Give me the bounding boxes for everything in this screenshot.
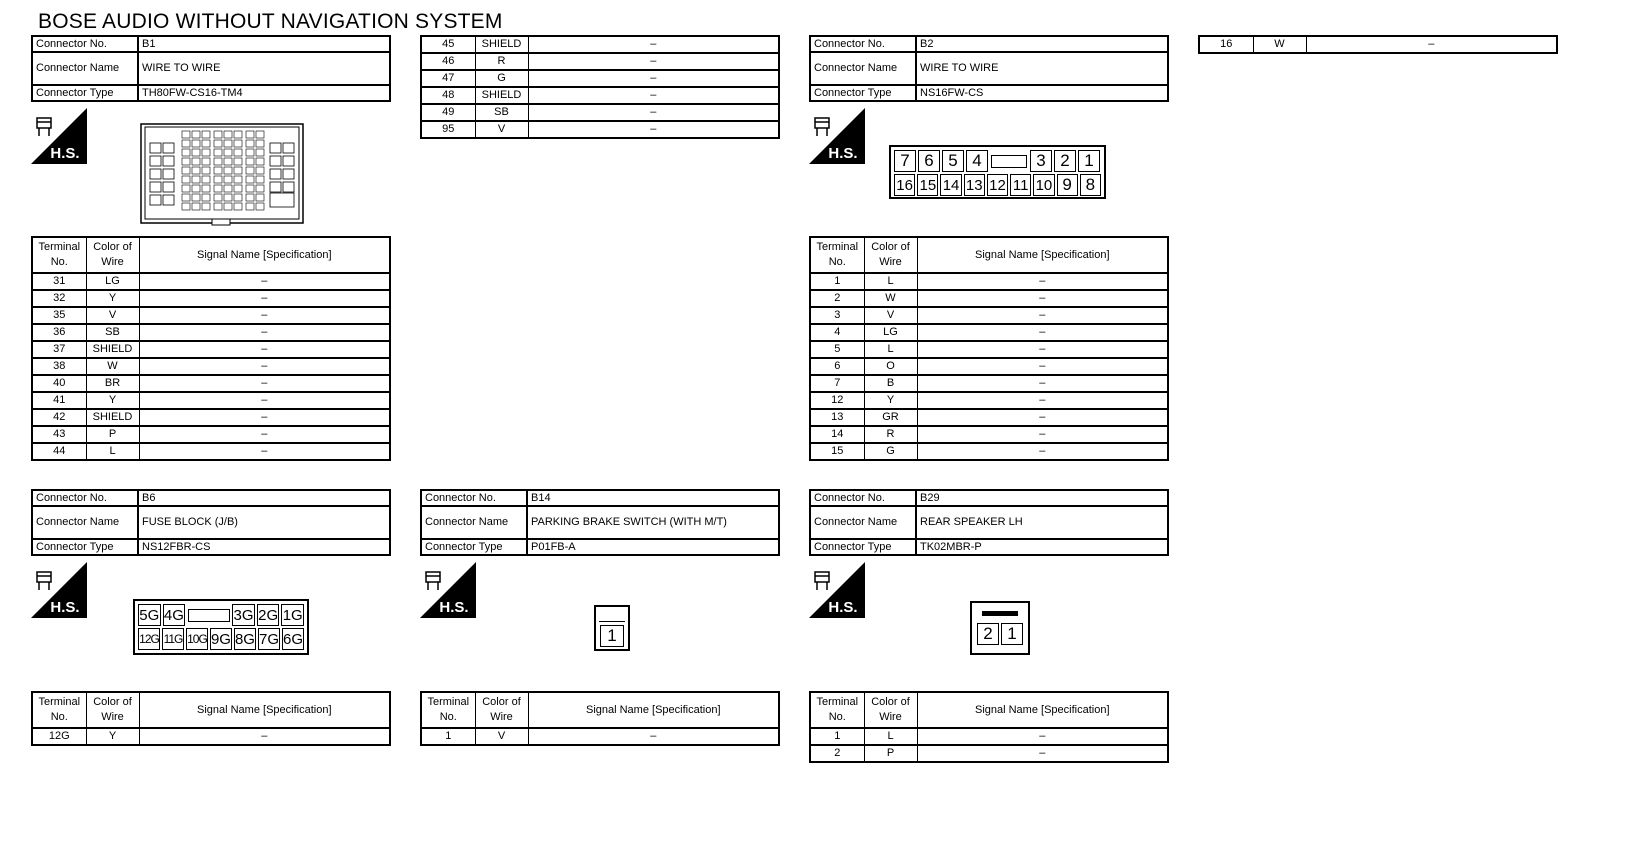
hs-icon — [31, 562, 87, 618]
connector-b2-face — [889, 145, 1106, 199]
connector-name-label: Connector Name — [810, 506, 916, 539]
pin: 10G — [186, 628, 208, 650]
pin: 10 — [1033, 174, 1054, 196]
signal-name-header: Signal Name [Specification] — [917, 237, 1168, 273]
table-row: 37 SHIELD – — [32, 341, 390, 358]
pin: 11G — [162, 628, 184, 650]
connector-type-value: TK02MBR-P — [916, 539, 1168, 555]
connector-b1-header — [31, 35, 391, 102]
connector-no-label: Connector No. — [810, 490, 916, 506]
hs-label: H.S. — [828, 145, 858, 162]
pin: 2 — [977, 623, 999, 645]
hs-label: H.S. — [50, 599, 80, 616]
connector-b1-terminal-table — [31, 236, 391, 461]
connector-type-value: NS12FBR-CS — [138, 539, 390, 555]
connector-type-value: TH80FW-CS16-TM4 — [138, 85, 390, 101]
table-row: 4 LG – — [810, 324, 1168, 341]
color-of-wire-header: Color of Wire — [864, 692, 917, 728]
terminal-no-header: Terminal No. — [32, 692, 86, 728]
connector-b2-terminal-table — [809, 236, 1169, 461]
table-row: 3 V – — [810, 307, 1168, 324]
pin: 13 — [964, 174, 985, 196]
pin: 12 — [987, 174, 1008, 196]
connector-name-label: Connector Name — [32, 506, 138, 539]
connector-b29-header — [809, 489, 1169, 556]
terminal-no-header: Terminal No. — [32, 237, 86, 273]
table-row: 5 L – — [810, 341, 1168, 358]
connector-b1-continued-table — [420, 35, 780, 139]
table-row: 6 O – — [810, 358, 1168, 375]
table-row: 13 GR – — [810, 409, 1168, 426]
connector-name-label: Connector Name — [32, 52, 138, 85]
pin: 3 — [1030, 150, 1052, 172]
signal-name-header: Signal Name [Specification] — [528, 692, 779, 728]
pin: 6G — [282, 628, 304, 650]
pin: 6 — [918, 150, 940, 172]
table-row: 43 P – — [32, 426, 390, 443]
connector-no-value: B2 — [916, 36, 1168, 52]
latch — [599, 610, 625, 622]
table-row: 1 L – — [810, 728, 1168, 745]
table-row: 31 LG – — [32, 273, 390, 290]
pin: 7 — [894, 150, 916, 172]
connector-no-value: B6 — [138, 490, 390, 506]
pin: 9G — [210, 628, 232, 650]
table-row: 41 Y – — [32, 392, 390, 409]
connector-b2-continued-table — [1198, 35, 1558, 54]
table-row: 47 G – — [421, 70, 779, 87]
connector-b6-face — [133, 599, 309, 655]
table-row: 45 SHIELD – — [421, 36, 779, 53]
table-row: 2 W – — [810, 290, 1168, 307]
table-row: 38 W – — [32, 358, 390, 375]
table-row: 35 V – — [32, 307, 390, 324]
pin: 2 — [1054, 150, 1076, 172]
table-row: 2 P – — [810, 745, 1168, 762]
connector-type-label: Connector Type — [32, 85, 138, 101]
connector-type-label: Connector Type — [421, 539, 527, 555]
connector-b6-terminal-table — [31, 691, 391, 746]
pin: 2G — [257, 604, 280, 626]
signal-name-header: Signal Name [Specification] — [139, 237, 390, 273]
connector-name-value: WIRE TO WIRE — [138, 52, 390, 85]
connector-no-label: Connector No. — [32, 490, 138, 506]
color-of-wire-header: Color of Wire — [86, 692, 139, 728]
color-of-wire-header: Color of Wire — [475, 692, 528, 728]
connector-type-label: Connector Type — [810, 85, 916, 101]
pin: 4G — [163, 604, 186, 626]
hs-label: H.S. — [50, 145, 80, 162]
connector-name-label: Connector Name — [810, 52, 916, 85]
table-row: 16 W – — [1199, 36, 1557, 53]
key-slot — [990, 150, 1028, 172]
connector-type-value: NS16FW-CS — [916, 85, 1168, 101]
pin: 7G — [258, 628, 280, 650]
connector-no-label: Connector No. — [421, 490, 527, 506]
pin: 3G — [232, 604, 255, 626]
connector-b14-header — [420, 489, 780, 556]
pin: 16 — [894, 174, 915, 196]
pin: 11 — [1010, 174, 1031, 196]
color-of-wire-header: Color of Wire — [86, 237, 139, 273]
connector-no-label: Connector No. — [810, 36, 916, 52]
pin: 1 — [600, 625, 624, 647]
connector-no-label: Connector No. — [32, 36, 138, 52]
connector-name-value: WIRE TO WIRE — [916, 52, 1168, 85]
terminal-no-header: Terminal No. — [810, 692, 864, 728]
connector-no-value: B29 — [916, 490, 1168, 506]
connector-b29-face — [970, 601, 1030, 655]
pin: 5 — [942, 150, 964, 172]
table-row: 46 R – — [421, 53, 779, 70]
connector-type-label: Connector Type — [810, 539, 916, 555]
pin: 1 — [1078, 150, 1100, 172]
terminal-no-header: Terminal No. — [421, 692, 475, 728]
hs-icon — [809, 108, 865, 164]
connector-no-value: B14 — [527, 490, 779, 506]
table-row: 32 Y – — [32, 290, 390, 307]
connector-name-value: FUSE BLOCK (J/B) — [138, 506, 390, 539]
pin: 14 — [940, 174, 961, 196]
hs-label: H.S. — [828, 599, 858, 616]
connector-name-value: REAR SPEAKER LH — [916, 506, 1168, 539]
pin: 15 — [917, 174, 938, 196]
table-row: 36 SB – — [32, 324, 390, 341]
connector-type-value: P01FB-A — [527, 539, 779, 555]
table-row: 7 B – — [810, 375, 1168, 392]
table-row: 48 SHIELD – — [421, 87, 779, 104]
table-row: 1 V – — [421, 728, 779, 745]
connector-no-value: B1 — [138, 36, 390, 52]
hs-icon — [420, 562, 476, 618]
signal-name-header: Signal Name [Specification] — [917, 692, 1168, 728]
connector-name-label: Connector Name — [421, 506, 527, 539]
table-row: 14 R – — [810, 426, 1168, 443]
connector-b2-header — [809, 35, 1169, 102]
table-row: 40 BR – — [32, 375, 390, 392]
pin: 8 — [1080, 174, 1101, 196]
page-title: BOSE AUDIO WITHOUT NAVIGATION SYSTEM — [38, 10, 503, 33]
hs-label: H.S. — [439, 599, 469, 616]
connector-type-label: Connector Type — [32, 539, 138, 555]
hs-icon — [31, 108, 87, 164]
table-row: 12G Y – — [32, 728, 390, 745]
terminal-no-header: Terminal No. — [810, 237, 864, 273]
table-row: 42 SHIELD – — [32, 409, 390, 426]
connector-b14-face — [594, 605, 630, 651]
pin: 1G — [281, 604, 304, 626]
pin: 12G — [138, 628, 160, 650]
connector-b1-face-icon — [140, 123, 304, 226]
key-slot — [187, 604, 230, 626]
pin: 1 — [1001, 623, 1023, 645]
table-row: 15 G – — [810, 443, 1168, 460]
color-of-wire-header: Color of Wire — [864, 237, 917, 273]
table-row: 49 SB – — [421, 104, 779, 121]
connector-b14-terminal-table — [420, 691, 780, 746]
pin: 5G — [138, 604, 161, 626]
hs-icon — [809, 562, 865, 618]
table-row: 44 L – — [32, 443, 390, 460]
table-row: 95 V – — [421, 121, 779, 138]
signal-name-header: Signal Name [Specification] — [139, 692, 390, 728]
connector-b6-header — [31, 489, 391, 556]
pin: 8G — [234, 628, 256, 650]
connector-name-value: PARKING BRAKE SWITCH (WITH M/T) — [527, 506, 779, 539]
latch — [975, 606, 1025, 620]
connector-b29-terminal-table — [809, 691, 1169, 763]
pin: 4 — [966, 150, 988, 172]
table-row: 12 Y – — [810, 392, 1168, 409]
table-row: 1 L – — [810, 273, 1168, 290]
pin: 9 — [1057, 174, 1078, 196]
